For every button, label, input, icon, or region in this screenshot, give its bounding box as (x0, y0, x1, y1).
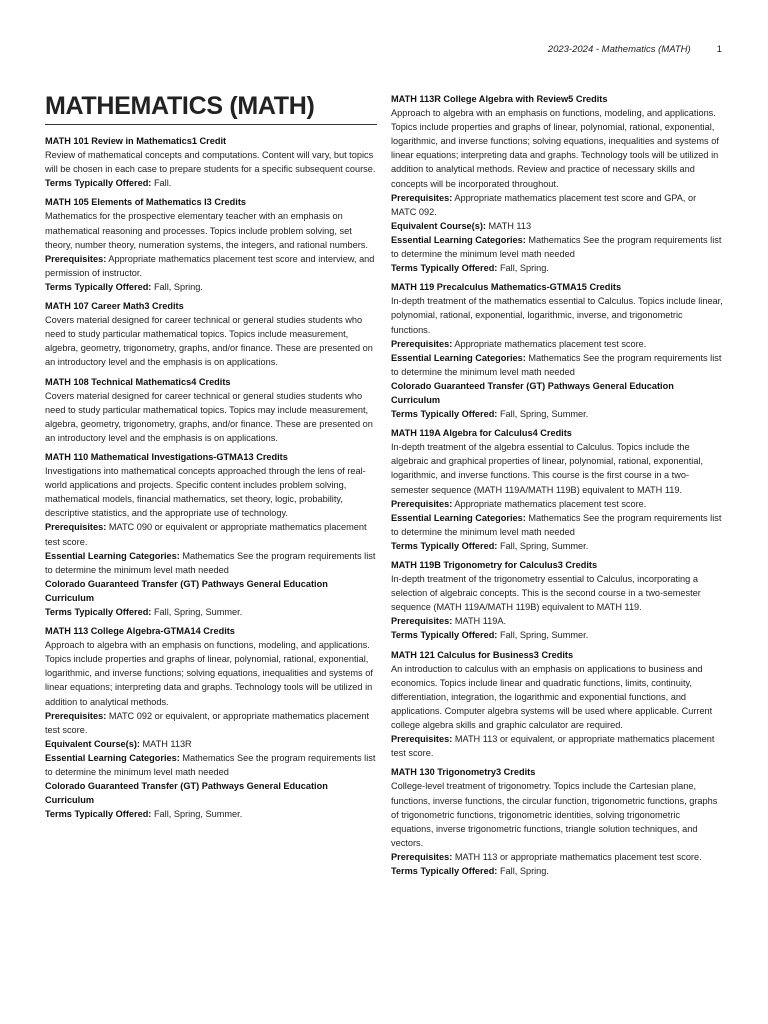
page-number: 1 (716, 44, 722, 55)
terms-offered-row (391, 628, 724, 642)
course-entry (391, 426, 724, 553)
essential-learning-categories-row (391, 351, 724, 379)
terms-offered-value: Fall, Spring, Summer. (153, 607, 243, 617)
prerequisites-value: MATC 090 or equivalent or appropriate mathematics placement test score. (45, 522, 367, 547)
prerequisites-row (391, 614, 724, 628)
prerequisites-value: MATH 113 or appropriate mathematics placement test score. (454, 851, 702, 862)
terms-offered-row (45, 605, 377, 619)
prerequisites-row (391, 497, 724, 511)
terms-offered-row (45, 280, 377, 294)
prerequisites-label: Prerequisites: (391, 851, 453, 862)
terms-offered-label: Terms Typically Offered: (391, 630, 498, 641)
course-title: MATH 113R College Algebra with Review5 Credits (391, 94, 608, 104)
course-title: MATH 119B Trigonometry for Calculus3 Credits (391, 560, 598, 570)
course-entry (45, 134, 377, 190)
prerequisites-row (45, 252, 377, 280)
prerequisites-row (391, 732, 724, 760)
essential-learning-categories-label: Essential Learning Categories: (45, 550, 180, 561)
terms-offered-row (45, 807, 377, 821)
course-entry (45, 624, 377, 821)
course-title: MATH 119A Algebra for Calculus4 Credits (391, 428, 572, 439)
course-description: Investigations into mathematical concepts approached through the lens of real-world applications and projects. Specific content includes problem solving, mathematical models, financial mathematics, set theory, logic, probability, descriptive statistics, and the appropriate use of technology. (45, 466, 366, 519)
course-entry (45, 299, 377, 369)
essential-learning-categories-value: Mathematics See the program requirements list to determine the minimum level math needed (45, 550, 376, 575)
equivalent-courses-value: MATH 113R (142, 738, 192, 749)
course-description: Mathematics for the prospective elementary teacher with an emphasis on mathematical reasoning and processes. Topics include problem solving, set theory, number theory, numeration systems, the integers, and rational numbers. (45, 211, 368, 250)
prerequisites-label: Prerequisites: (391, 734, 453, 745)
course-description: Review of mathematical concepts and computations. Content will vary, but topics will be chosen in each case to prepare students for a specific subsequent course. (45, 150, 376, 175)
terms-offered-label: Terms Typically Offered: (45, 281, 152, 292)
course-description: In-depth treatment of the trigonometry essential to Calculus, incorporating a selection of algebraic concepts. This is the second course in a two-semester sequence (MATH 119A/MATH 119B) equivalent to MATH 119. (391, 574, 701, 613)
course-entry (391, 92, 724, 275)
course-description: Approach to algebra with an emphasis on functions, modeling, and applications. Topics include properties and graphs of linear, polynomial, rational, exponential, logarithmic, and inverse functions; solving equations, inequalities and systems of linear equations; interpreting data and graphs. Technology tools will be utilized in addition to analytical methods. Review and practice of necessary skills and concepts will be incorporated throughout. (391, 108, 719, 189)
prerequisites-value: MATH 113 or equivalent, or appropriate mathematics placement test score. (391, 734, 715, 759)
prerequisites-row (391, 337, 724, 351)
course-entry (45, 195, 377, 294)
course-description: In-depth treatment of the mathematics essential to Calculus. Topics include linear, polynomial, rational, exponential, logarithmic, inverse, and trigonometric functions. (391, 296, 723, 335)
running-header (548, 44, 722, 55)
terms-offered-label: Terms Typically Offered: (391, 865, 498, 876)
prerequisites-value: Appropriate mathematics placement test score. (454, 338, 647, 349)
course-title: MATH 130 Trigonometry3 Credits (391, 767, 536, 778)
course-title: MATH 101 Review in Mathematics1 Credit (45, 136, 227, 146)
course-title: MATH 108 Technical Mathematics4 Credits (45, 376, 231, 387)
prerequisites-value: MATC 092 or equivalent, or appropriate mathematics placement test score. (45, 710, 370, 735)
course-entry (391, 765, 724, 878)
course-description: An introduction to calculus with an emphasis on applications to business and economics. Topics include linear and quadratic functions, limits, continuity, differentiation, integration, the logarithmic and exponential functions, and applications. Computer algebra systems will be used where applicable. Current college algebra skills and graphic calculator are required. (391, 663, 713, 731)
essential-learning-categories-label: Essential Learning Categories: (391, 512, 526, 523)
course-description: Covers material designed for career technical or general studies students who need to study particular mathematical topics. Topics may include measurement, algebra, geometry, trigonometry, graphs, and/or finance. These are presented on an introductory level and the emphasis is on applications. (45, 390, 373, 443)
gt-pathways-note: Colorado Guaranteed Transfer (GT) Pathways General Education Curriculum (391, 380, 674, 405)
course-title: MATH 121 Calculus for Business3 Credits (391, 649, 574, 660)
prerequisites-value: MATH 119A. (454, 616, 507, 627)
prerequisites-row (391, 191, 724, 219)
terms-offered-value: Fall, Spring. (499, 263, 549, 274)
course-description: In-depth treatment of the algebra essential to Calculus. Topics include the algebraic and graphical properties of linear, polynomial, rational, exponential, logarithmic, and inverse functions. This course is the first course in a two-semester sequence (MATH 119A/MATH 119B) equivalent to MATH 119. (391, 442, 704, 495)
course-title: MATH 119 Precalculus Mathematics-GTMA15 Credits (391, 282, 622, 293)
prerequisites-value: Appropriate mathematics placement test score. (454, 498, 647, 509)
course-entry (391, 648, 724, 761)
essential-learning-categories-value: Mathematics See the program requirements list to determine the minimum level math needed (391, 512, 722, 537)
page-title: MATHEMATICS (MATH) (45, 92, 377, 125)
course-title: MATH 107 Career Math3 Credits (45, 301, 184, 312)
course-title: MATH 105 Elements of Mathematics I3 Credits (45, 197, 246, 208)
prerequisites-label: Prerequisites: (391, 338, 453, 349)
terms-offered-value: Fall, Spring, Summer. (499, 630, 589, 641)
equivalent-courses-label: Equivalent Course(s): (45, 738, 140, 749)
essential-learning-categories-row (391, 233, 724, 261)
terms-offered-label: Terms Typically Offered: (45, 809, 152, 820)
essential-learning-categories-row (391, 511, 724, 539)
right-column (391, 92, 724, 883)
essential-learning-categories-label: Essential Learning Categories: (391, 352, 526, 363)
course-title: MATH 113 College Algebra-GTMA14 Credits (45, 626, 235, 637)
terms-offered-value: Fall. (153, 178, 172, 189)
prerequisites-label: Prerequisites: (391, 192, 453, 203)
equivalent-courses-row (45, 737, 377, 751)
course-title: MATH 110 Mathematical Investigations-GTMA13 Credits (45, 451, 288, 462)
course-description: Covers material designed for career technical or general studies students who need to study particular mathematical topics. Topics include measurement, algebra, geometry, trigonometry, graphs, and/or finance. These are presented on an introductory level and the emphasis is on applications. (45, 315, 373, 368)
prerequisites-label: Prerequisites: (391, 616, 453, 627)
terms-offered-label: Terms Typically Offered: (391, 263, 498, 274)
gt-pathways-note: Colorado Guaranteed Transfer (GT) Pathways General Education Curriculum (45, 781, 328, 806)
terms-offered-row (391, 407, 724, 421)
prerequisites-row (45, 520, 377, 548)
essential-learning-categories-value: Mathematics See the program requirements list to determine the minimum level math needed (45, 752, 376, 778)
essential-learning-categories-row (45, 751, 377, 779)
essential-learning-categories-label: Essential Learning Categories: (45, 752, 180, 763)
terms-offered-label: Terms Typically Offered: (391, 409, 498, 420)
essential-learning-categories-label: Essential Learning Categories: (391, 234, 526, 245)
essential-learning-categories-value: Mathematics See the program requirements list to determine the minimum level math needed (391, 352, 722, 377)
terms-offered-value: Fall, Spring. (499, 865, 549, 876)
course-entry (391, 558, 724, 643)
equivalent-courses-label: Equivalent Course(s): (391, 220, 486, 231)
course-description: Approach to algebra with an emphasis on functions, modeling, and applications. Topics include properties and graphs of linear, polynomial, rational, exponential, logarithmic, and inverse functions; solving equations, inequalities and systems of linear equations; interpreting data and graphs. Technology tools will be utilized in addition to analytical methods. (45, 640, 373, 707)
header-text: 2023-2024 - Mathematics (MATH) (547, 44, 691, 55)
terms-offered-label: Terms Typically Offered: (45, 607, 152, 617)
course-entry (45, 450, 377, 619)
prerequisites-row (45, 709, 377, 737)
course-entry (391, 280, 724, 421)
gt-pathways-note: Colorado Guaranteed Transfer (GT) Pathways General Education Curriculum (45, 578, 328, 603)
course-entry (45, 375, 377, 445)
terms-offered-label: Terms Typically Offered: (391, 540, 498, 551)
terms-offered-value: Fall, Spring, Summer. (499, 409, 589, 420)
prerequisites-value: Appropriate mathematics placement test score and GPA, or MATC 092. (391, 192, 697, 217)
equivalent-courses-value: MATH 113 (488, 220, 532, 231)
prerequisites-label: Prerequisites: (391, 498, 453, 509)
terms-offered-row (391, 261, 724, 275)
essential-learning-categories-row (45, 549, 377, 577)
prerequisites-label: Prerequisites: (45, 522, 107, 533)
terms-offered-value: Fall, Spring. (153, 281, 203, 292)
terms-offered-value: Fall, Spring, Summer. (499, 540, 589, 551)
prerequisites-label: Prerequisites: (45, 253, 107, 264)
prerequisites-label: Prerequisites: (45, 710, 107, 721)
terms-offered-value: Fall, Spring, Summer. (153, 809, 243, 820)
prerequisites-row (391, 850, 724, 864)
course-description: College-level treatment of trigonometry. Topics include the Cartesian plane, functions, inverse functions, the circular function, trigonometric functions, graphs of trigonometric functions, trigonometric identities, solving trigonometric equations, inverse trigonometric functions, triangle solution techniques, and vectors. (391, 781, 718, 848)
terms-offered-row (45, 176, 377, 190)
left-column (45, 134, 377, 826)
equivalent-courses-row (391, 219, 724, 233)
terms-offered-label: Terms Typically Offered: (45, 178, 152, 189)
prerequisites-value: Appropriate mathematics placement test score and interview, and permission of instructor. (45, 253, 375, 278)
terms-offered-row (391, 864, 724, 878)
terms-offered-row (391, 539, 724, 553)
essential-learning-categories-value: Mathematics See the program requirements list to determine the minimum level math needed (391, 234, 722, 260)
